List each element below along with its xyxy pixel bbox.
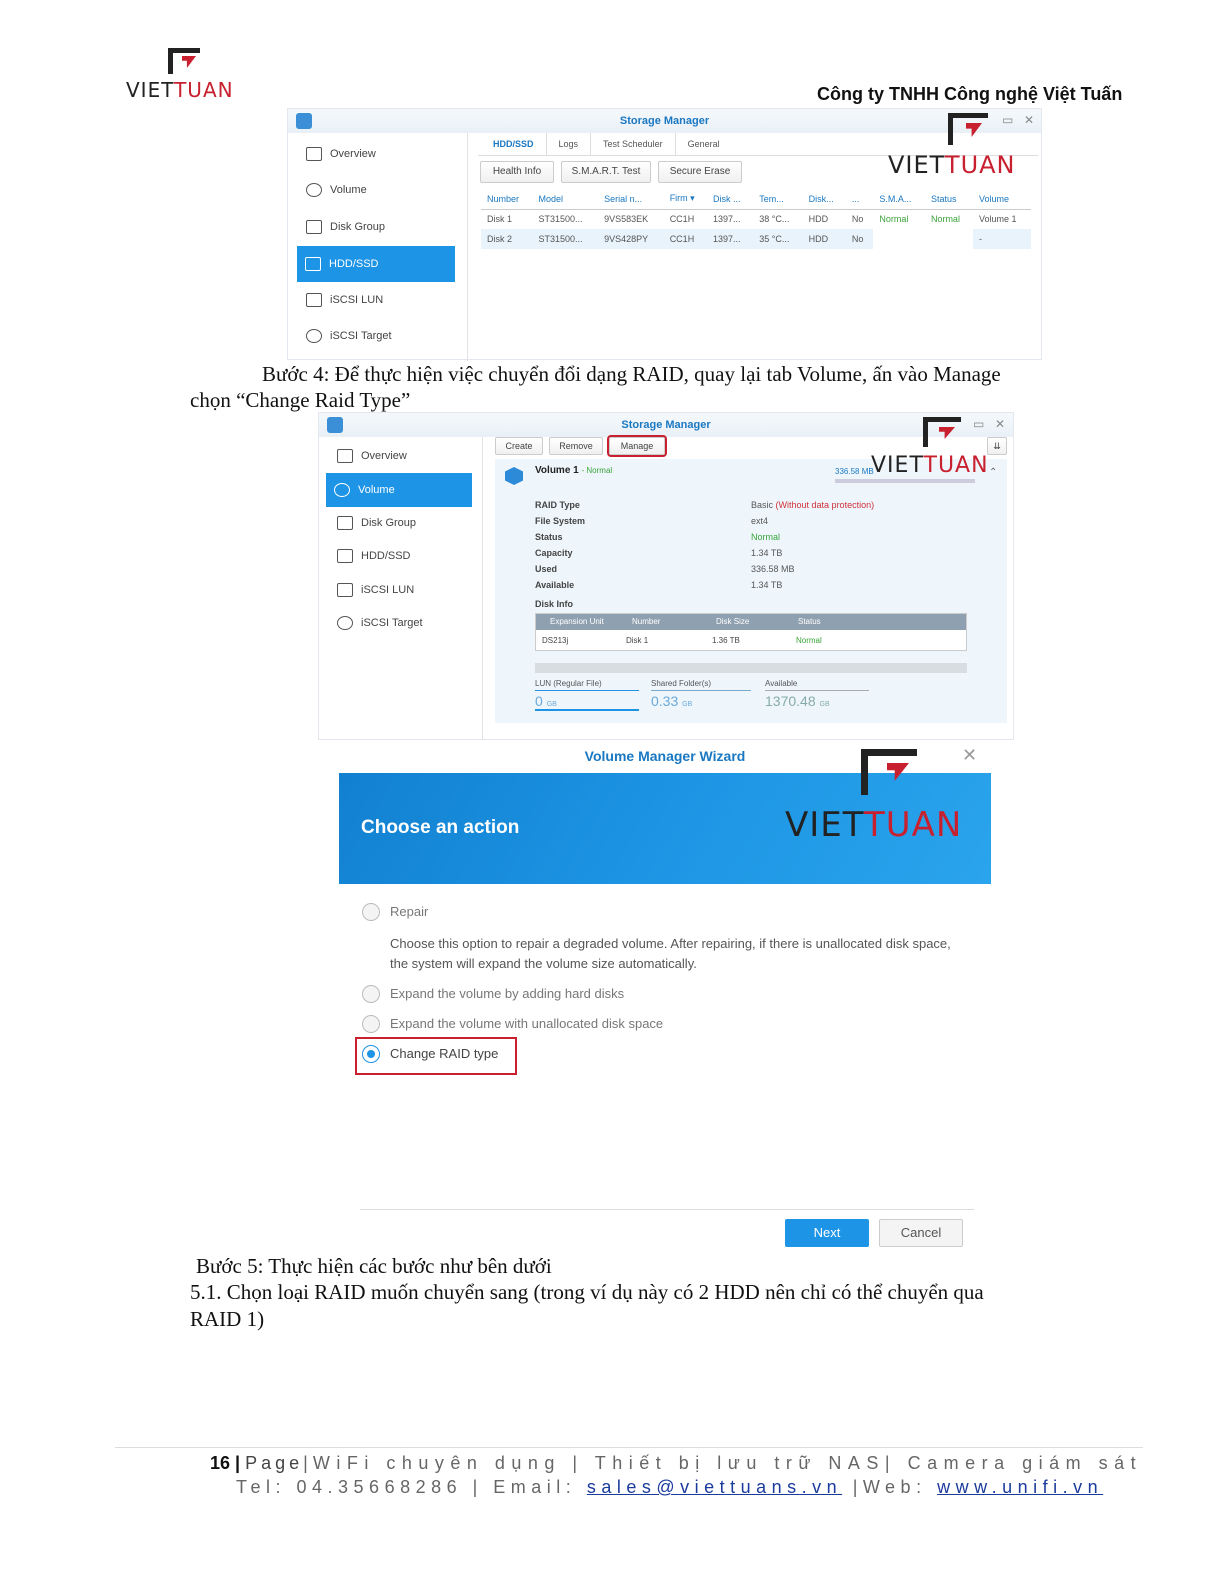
next-button[interactable]: Next	[785, 1219, 869, 1247]
stat-label: Available	[765, 679, 869, 691]
step5-line2: 5.1. Chọn loại RAID muốn chuyển sang (trong ví dụ này có 2 HDD nên chỉ có thể chuyển qua	[190, 1280, 984, 1304]
sidebar-label: iSCSI Target	[361, 617, 423, 629]
page-number: 16	[210, 1453, 231, 1473]
wizard-title: Volume Manager Wizard	[339, 740, 991, 773]
disk-group-icon	[337, 516, 353, 530]
sidebar-label: Volume	[358, 484, 395, 496]
prop-note: (Without data protection)	[775, 500, 875, 510]
cell: No	[851, 214, 864, 225]
scrollbar[interactable]	[535, 663, 967, 673]
prop-value: ext4	[751, 516, 769, 526]
stat-available	[765, 679, 869, 709]
logo-icon	[168, 48, 202, 76]
col-status: Status	[798, 617, 821, 626]
col-temperature[interactable]: Tem...	[753, 189, 802, 209]
col-disk-size[interactable]: Disk ...	[707, 189, 753, 209]
sidebar-item-hdd-ssd[interactable]	[297, 246, 455, 282]
volume-icon	[306, 183, 322, 197]
stat-unit: GB	[682, 701, 693, 708]
volume-status: - Normal	[581, 466, 613, 475]
prop-value: Basic	[751, 500, 774, 510]
sidebar-divider	[467, 133, 468, 361]
cell: Normal	[879, 214, 909, 225]
sidebar-label: Disk Group	[330, 221, 386, 233]
change-raid-label: Change RAID type	[390, 1046, 499, 1061]
sidebar-label: iSCSI Target	[330, 330, 392, 342]
col-model[interactable]: Model	[533, 189, 599, 209]
overview-icon	[306, 147, 322, 161]
cell: 1.36 TB	[712, 636, 740, 645]
sidebar-item-volume[interactable]	[298, 173, 458, 207]
cell: 1397...	[713, 234, 741, 244]
cell: Normal	[796, 636, 822, 645]
cell: DS213j	[542, 636, 569, 645]
cell: 9VS583EK	[604, 214, 649, 225]
health-info-button[interactable]: Health Info	[480, 161, 554, 183]
minimize-icon[interactable]: ▭	[1002, 113, 1014, 127]
cancel-button[interactable]: Cancel	[879, 1219, 963, 1247]
overview-icon	[337, 449, 353, 463]
cell: -	[978, 234, 982, 244]
watermark-wordmark: VIETTUAN	[888, 151, 1016, 179]
cell: No	[851, 234, 864, 244]
stat-value: 0.33	[651, 693, 679, 709]
disk-info-label: Disk Info	[535, 599, 574, 609]
cell: ST31500...	[538, 234, 583, 244]
repair-radio[interactable]	[362, 903, 380, 921]
table-header-row	[481, 189, 1031, 209]
sidebar-divider	[482, 437, 483, 741]
watermark-logo-icon	[948, 113, 988, 147]
sidebar-item-disk-group[interactable]	[298, 210, 458, 244]
repair-description: Choose this option to repair a degraded volume. After repairing, if there is unallocated disk space, the system will expand the volume size automatically.	[390, 936, 951, 971]
expand-unallocated-radio[interactable]	[362, 1015, 380, 1033]
sidebar-item-iscsi-target[interactable]	[298, 319, 458, 353]
logo-wordmark: VIETTUAN	[126, 78, 234, 102]
collapse-icon[interactable]: ⌃	[989, 467, 998, 478]
volume-title	[535, 465, 612, 476]
sidebar-label: iSCSI LUN	[330, 294, 384, 306]
globe-icon	[306, 329, 322, 343]
iscsi-lun-icon	[337, 583, 353, 597]
col-status[interactable]: Status	[925, 189, 973, 209]
prop-value: 336.58 MB	[751, 564, 795, 574]
app-icon	[327, 417, 343, 433]
stat-unit: GB	[546, 701, 557, 708]
globe-icon	[337, 616, 353, 630]
sidebar-item-iscsi-target[interactable]	[329, 606, 489, 640]
volume-panel	[495, 459, 1007, 723]
table-row[interactable]	[536, 632, 966, 650]
sort-icon[interactable]: ⇊	[987, 437, 1007, 455]
prop-values	[751, 497, 874, 593]
col-disk-size: Disk Size	[716, 617, 750, 626]
table-row[interactable]	[481, 229, 1031, 249]
expand-adding-disks-radio[interactable]	[362, 985, 380, 1003]
col-more[interactable]: ...	[846, 189, 874, 209]
col-smart[interactable]: S.M.A...	[873, 189, 925, 209]
col-disk-type[interactable]: Disk...	[803, 189, 846, 209]
disk-group-icon	[306, 220, 322, 234]
disk-info-header	[536, 614, 966, 630]
stat-shared	[651, 679, 751, 709]
cell: Disk 2	[487, 234, 513, 244]
prop-label: RAID Type	[535, 500, 580, 510]
sidebar-label: Overview	[330, 148, 376, 160]
wizard-banner-title: Choose an action	[361, 817, 520, 838]
sidebar-label: Disk Group	[361, 517, 417, 529]
sidebar-item-volume[interactable]	[326, 473, 472, 507]
cell: HDD	[808, 234, 829, 244]
sidebar-item-iscsi-lun[interactable]	[298, 283, 458, 317]
sidebar-item-overview[interactable]	[298, 137, 458, 171]
sidebar-label: iSCSI LUN	[361, 584, 415, 596]
prop-label: Status	[535, 532, 563, 542]
cell: 9VS428PY	[604, 234, 649, 244]
watermark-logo-icon	[923, 417, 961, 447]
sidebar-item-hdd-ssd[interactable]	[329, 539, 489, 573]
tab-bar	[481, 133, 732, 155]
sidebar-item-overview[interactable]	[329, 439, 489, 473]
maximize-icon[interactable]: ▭	[973, 417, 985, 431]
step4-line1: Bước 4: Để thực hiện việc chuyển đổi dạng RAID, quay lại tab Volume, ấn vào Manage	[262, 362, 1001, 386]
disk-info-table	[535, 613, 967, 651]
company-name: Công ty TNHH Công nghệ Việt Tuấn	[817, 84, 1123, 104]
repair-label: Repair	[390, 904, 429, 919]
volume-icon	[334, 483, 350, 497]
hdd-icon	[337, 549, 353, 563]
col-volume[interactable]: Volume	[973, 189, 1031, 209]
storage-manager-window-volume	[318, 412, 1014, 740]
wizard-banner	[339, 773, 991, 884]
cell	[925, 229, 973, 249]
prop-value: 1.34 TB	[751, 548, 783, 558]
cell: Disk 1	[487, 214, 513, 225]
sidebar-item-iscsi-lun[interactable]	[329, 573, 489, 607]
col-number[interactable]: Number	[481, 189, 533, 209]
hdd-icon	[305, 257, 321, 271]
tab-hdd-ssd[interactable]: HDD/SSD	[481, 133, 547, 155]
prop-label: File System	[535, 516, 586, 526]
disk-table	[481, 189, 1031, 249]
sidebar-label: HDD/SSD	[329, 258, 379, 270]
expand-adding-disks-label: Expand the volume by adding hard disks	[390, 986, 625, 1001]
cell: HDD	[808, 214, 829, 225]
close-icon[interactable]: ✕	[1024, 113, 1035, 127]
iscsi-lun-icon	[306, 293, 322, 307]
cell: ST31500...	[538, 214, 583, 225]
volume-icon	[505, 467, 523, 485]
smart-test-button[interactable]: S.M.A.R.T. Test	[561, 161, 651, 183]
col-expansion-unit: Expansion Unit	[550, 617, 604, 626]
col-number: Number	[632, 617, 661, 626]
table-row[interactable]	[481, 209, 1031, 229]
prop-label: Available	[535, 580, 575, 590]
change-raid-radio[interactable]	[362, 1045, 380, 1063]
sidebar-label: Volume	[330, 184, 367, 196]
web-link[interactable]: www.unifi.vn	[937, 1477, 1104, 1497]
window-title: Storage Manager	[288, 109, 1041, 133]
stat-label: Shared Folder(s)	[651, 679, 751, 691]
prop-label: Capacity	[535, 548, 573, 558]
window-title: Storage Manager	[319, 413, 1013, 437]
watermark-wordmark: VIETTUAN	[785, 805, 963, 845]
sidebar-item-disk-group[interactable]	[329, 506, 489, 540]
cell: Disk 1	[626, 636, 649, 645]
tab-test-scheduler[interactable]: Test Scheduler	[591, 133, 676, 155]
wizard-close-icon[interactable]: ✕	[962, 745, 978, 765]
footer-divider	[115, 1447, 1143, 1448]
cell: 38 °C...	[759, 214, 790, 225]
step4-line2: chọn “Change Raid Type”	[190, 388, 411, 412]
stat-value: 0	[535, 693, 543, 709]
stat-lun	[535, 679, 639, 711]
step5-line3: RAID 1)	[190, 1307, 265, 1331]
cell: Normal	[930, 214, 960, 225]
footer-services: WiFi chuyên dụng | Thiết bị lưu trữ NAS| Camera giám sát	[312, 1453, 1143, 1473]
usage-bar	[835, 479, 975, 483]
app-icon	[296, 113, 312, 129]
prop-value: 1.34 TB	[751, 580, 783, 590]
stat-label: LUN (Regular File)	[535, 679, 639, 691]
create-button[interactable]: Create	[495, 437, 543, 455]
cell: Volume 1	[978, 214, 1017, 225]
cell: 35 °C...	[759, 234, 790, 244]
step5-line1: Bước 5: Thực hiện các bước như bên dưới	[196, 1254, 552, 1278]
manage-button[interactable]: Manage	[609, 437, 665, 455]
cell: 1397...	[713, 214, 741, 225]
col-firmware[interactable]: Firm ▾	[664, 189, 707, 209]
close-icon[interactable]: ✕	[995, 417, 1006, 431]
wizard-footer-divider	[360, 1209, 974, 1210]
prop-labels	[535, 497, 585, 593]
email-link[interactable]: sales@viettuans.vn	[586, 1477, 843, 1497]
prop-label: Used	[535, 564, 558, 574]
stat-unit: GB	[819, 701, 830, 708]
remove-button[interactable]: Remove	[549, 437, 603, 455]
footer-line1: 16 | Page| WiFi chuyên dụng | Thiết bị lưu trữ NAS| Camera giám sát	[210, 1453, 1143, 1473]
sidebar-label: HDD/SSD	[361, 550, 411, 562]
cell: CC1H	[669, 214, 695, 225]
cell	[873, 229, 925, 249]
footer-web-label: |Web:	[852, 1477, 927, 1497]
tab-logs[interactable]: Logs	[547, 133, 592, 155]
stat-value: 1370.48	[765, 693, 816, 709]
secure-erase-button[interactable]: Secure Erase	[658, 161, 742, 183]
used-summary: 336.58 MB	[835, 467, 874, 476]
watermark-logo-icon	[861, 749, 919, 797]
col-serial[interactable]: Serial n...	[598, 189, 664, 209]
volume-name: Volume 1	[535, 465, 579, 476]
cell: CC1H	[669, 234, 695, 244]
footer-line2	[236, 1477, 1103, 1498]
storage-manager-window-hdd	[287, 108, 1042, 360]
page-word: Page	[245, 1453, 304, 1473]
tab-general[interactable]: General	[687, 139, 720, 149]
expand-unallocated-label: Expand the volume with unallocated disk space	[390, 1016, 664, 1031]
watermark-wordmark: VIETTUAN	[871, 453, 989, 478]
footer-contact: Tel: 04.35668286 | Email:	[236, 1477, 577, 1497]
prop-value: Normal	[751, 532, 781, 542]
sidebar-label: Overview	[361, 450, 407, 462]
